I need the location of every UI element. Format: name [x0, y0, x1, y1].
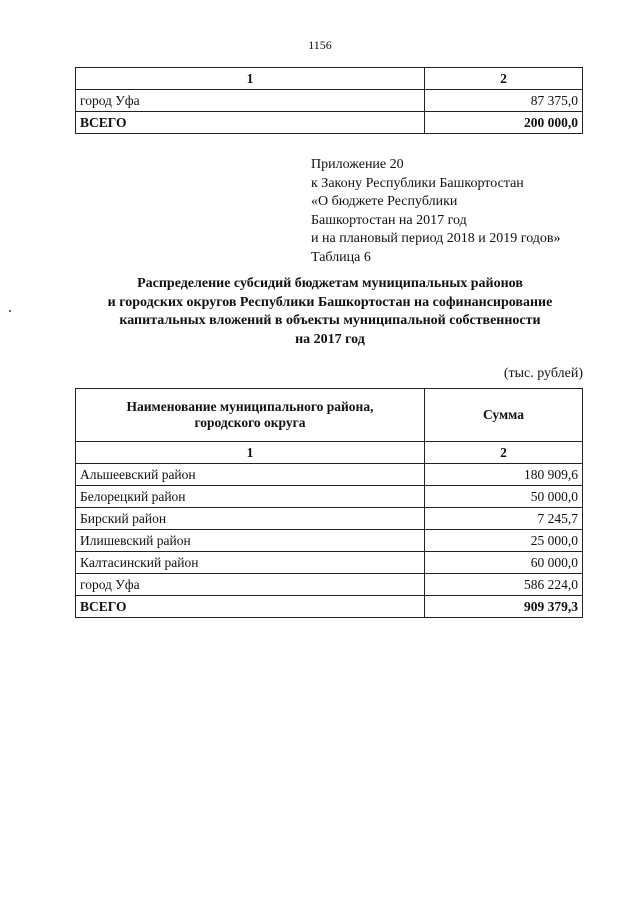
table-header-row [76, 68, 583, 90]
table-row [76, 574, 583, 596]
table-label: Таблица 6 [311, 249, 371, 265]
column-number-1: 1 [76, 68, 425, 90]
units-note: (тыс. рублей) [503, 366, 583, 381]
row-value: 586 224,0 [425, 574, 583, 596]
column-number-1: 1 [76, 442, 425, 464]
row-value: 25 000,0 [425, 530, 583, 552]
header-sum: Сумма [425, 389, 583, 442]
total-value: 909 379,3 [425, 596, 583, 618]
page-number: 1156 [308, 38, 332, 52]
appendix-line: и на плановый период 2018 и 2019 годов» [311, 231, 561, 246]
table-header-row [76, 389, 583, 442]
column-number-row [76, 442, 583, 464]
row-value: 7 245,7 [425, 508, 583, 530]
appendix-line: «О бюджете Республики [311, 194, 458, 209]
table-row [76, 90, 583, 112]
column-number-2: 2 [425, 442, 583, 464]
total-row [76, 112, 583, 134]
total-label: ВСЕГО [76, 596, 425, 618]
table-row [76, 552, 583, 574]
row-name: Илишевский район [76, 530, 425, 552]
row-name: Калтасинский район [76, 552, 425, 574]
title-line: капитальных вложений в объекты муниципальной собственности [119, 313, 541, 328]
row-value: 60 000,0 [425, 552, 583, 574]
row-value: 50 000,0 [425, 486, 583, 508]
title-line: на 2017 год [295, 331, 365, 347]
row-name: Бирский район [76, 508, 425, 530]
table-row [76, 508, 583, 530]
title-line: Распределение субсидий бюджетам муниципальных районов [137, 276, 523, 291]
row-name: Белорецкий район [76, 486, 425, 508]
total-row [76, 596, 583, 618]
total-label: ВСЕГО [76, 112, 425, 134]
total-value: 200 000,0 [425, 112, 583, 134]
row-value: 87 375,0 [425, 90, 583, 112]
scan-speck [9, 310, 11, 312]
subsidy-table [75, 388, 583, 618]
header-name-line: городского округа [194, 415, 306, 430]
appendix-line: к Закону Республики Башкортостан [311, 175, 524, 191]
header-name-line: Наименование муниципального района, [126, 399, 374, 414]
header-name [76, 389, 425, 442]
column-number-2: 2 [425, 68, 583, 90]
row-name: город Уфа [76, 90, 425, 112]
document-title [70, 275, 590, 349]
row-name: Альшеевский район [76, 464, 425, 486]
title-line: и городских округов Республики Башкортостан на софинансирование [107, 294, 553, 310]
row-name: город Уфа [76, 574, 425, 596]
appendix-line: Башкортостан на 2017 год [311, 212, 467, 228]
table-row [76, 486, 583, 508]
appendix-heading [311, 156, 561, 267]
row-value: 180 909,6 [425, 464, 583, 486]
table-row [76, 530, 583, 552]
top-table [75, 67, 583, 134]
appendix-line: Приложение 20 [311, 157, 404, 172]
table-row [76, 464, 583, 486]
